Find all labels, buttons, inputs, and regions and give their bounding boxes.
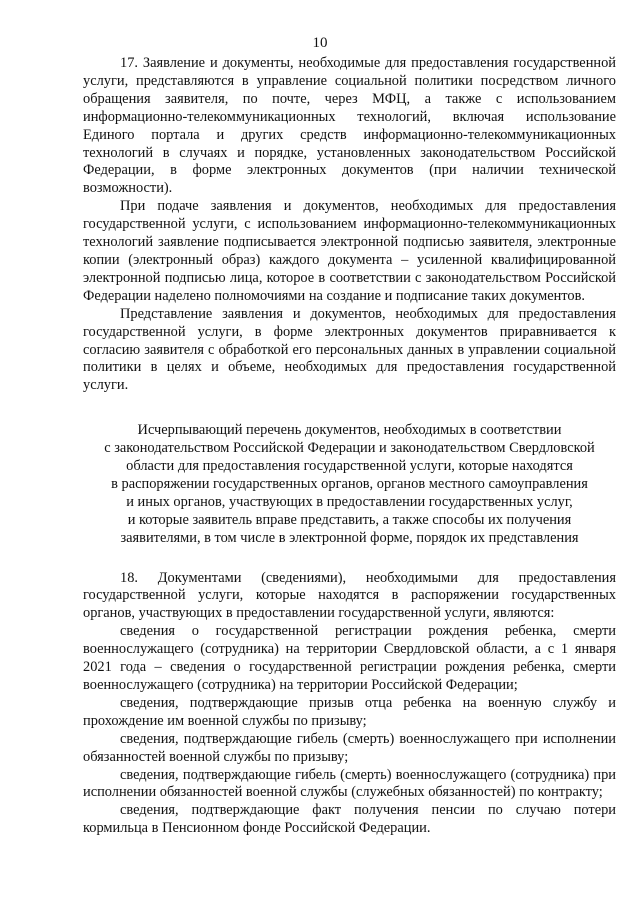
heading-line: в распоряжении государственных органов, органов местного самоуправления: [111, 475, 588, 492]
spacer: [83, 548, 616, 570]
paragraph-17-main: 17. Заявление и документы, необходимые для предоставления государственной услуги, представляются в управление социальной политики посредством личного обращения заявителя, по почте, через МФЦ, а также с использованием информационно-телекоммуникационных технологий, включая использование Единого портала и других средств информационно-телекоммуникационных технологий в случаях и порядке, установленных законодательством Российской Федерации, в форме электронных документов (при наличии технической возможности).: [83, 55, 616, 197]
heading-line: с законодательством Российской Федерации и законодательством Свердловской: [104, 440, 595, 457]
section-heading: [83, 422, 616, 547]
heading-line: заявителями, в том числе в электронной форме, порядок их представления: [120, 529, 579, 546]
list-item-birth-death-registration: сведения о государственной регистрации рождения ребенка, смерти военнослужащего (сотрудника) на территории Свердловской области, а с 1 января 2021 года – сведения о государственной регистрации рождения ребенка, смерти военнослужащего (сотрудника) на территории Российской Федерации;: [83, 623, 616, 693]
document-body: [83, 55, 616, 838]
paragraph-18-intro: 18. Документами (сведениями), необходимыми для предоставления государственной услуги, которые находятся в распоряжении государственных органов, участвующих в предоставлении государственной услуги, являются:: [83, 569, 616, 622]
list-item-death-contract: сведения, подтверждающие гибель (смерть) военнослужащего (сотрудника) при исполнении обязанностей военной службы (служебных обязанностей) по контракту;: [83, 766, 616, 801]
heading-line: и которые заявитель вправе представить, а также способы их получения: [127, 511, 572, 528]
spacer: [83, 395, 616, 422]
paragraph-17-electronic-signature: При подаче заявления и документов, необходимых для предоставления государственной услуги, с использованием информационно-телекоммуникационных технологий заявление подписывается электронной подписью заявителя, электронные копии (электронный образ) каждого документа – усиленной квалифицированной электронной подписью лица, которое в соответствии с законодательством Российской Федерации наделено полномочиями на создание и подписание таких документов.: [83, 198, 616, 304]
page-number: 10: [312, 35, 328, 51]
heading-line: Исчерпывающий перечень документов, необходимых в соответствии: [137, 422, 562, 439]
list-item-survivor-pension: сведения, подтверждающие факт получения пенсии по случаю потери кормильца в Пенсионном фонде Российской Федерации.: [83, 802, 616, 837]
paragraph-17-consent: Представление заявления и документов, необходимых для предоставления государственной услуги, в форме электронных документов приравнивается к согласию заявителя с обработкой его персональных данных в управлении социальной политики в целях и объеме, необходимых для предоставления государственной услуги.: [83, 305, 616, 394]
heading-line: и иных органов, участвующих в предоставлении государственных услуг,: [126, 493, 573, 510]
heading-line: области для предоставления государственной услуги, которые находятся: [126, 458, 573, 475]
list-item-conscription: сведения, подтверждающие призыв отца ребенка на военную службу и прохождение им военной службы по призыву;: [83, 694, 616, 729]
list-item-death-conscript: сведения, подтверждающие гибель (смерть) военнослужащего при исполнении обязанностей военной службы по призыву;: [83, 730, 616, 765]
